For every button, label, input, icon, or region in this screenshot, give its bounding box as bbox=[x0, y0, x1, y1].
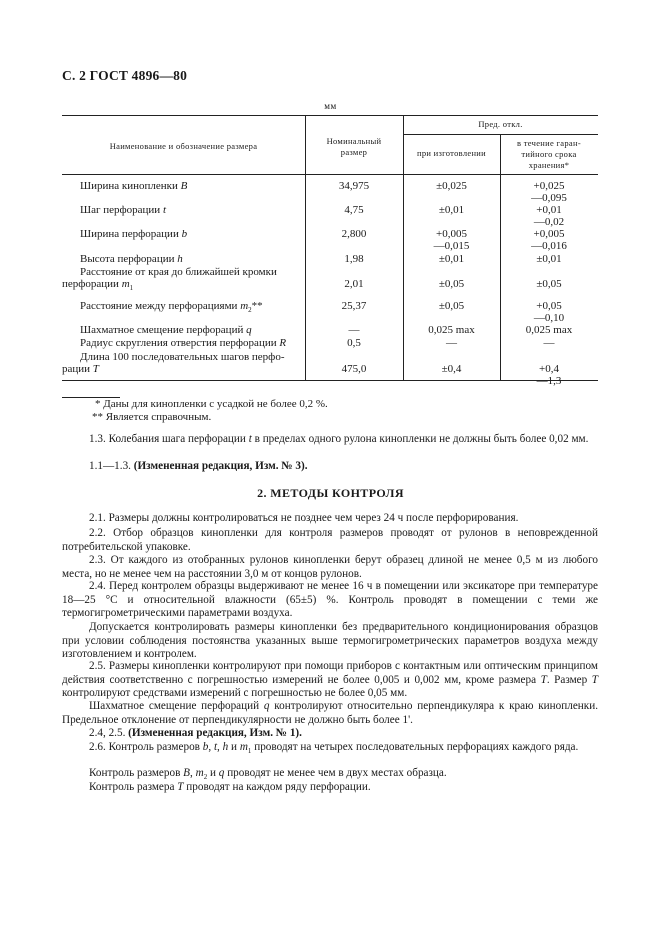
row-nominal: — bbox=[348, 324, 360, 336]
row-manufacture: +0,005 —0,015 bbox=[433, 228, 470, 252]
row-name: Длина 100 последовательных шагов перфо- рации T bbox=[62, 351, 285, 375]
row-name: Шаг перфорации t bbox=[80, 204, 166, 216]
table-header-rule bbox=[62, 174, 598, 175]
para-2-3: 2.3. От каждого из отобранных рулонов кинопленки берут образец длиной не менее 0,5 м из любого места, но не менее чем на расстоянии 3,0 м от концов рулонов. bbox=[62, 554, 598, 580]
row-manufacture: ±0,01 bbox=[438, 253, 465, 265]
row-nominal: 25,37 bbox=[341, 300, 367, 312]
para-2-6-b: Контроль размеров B, $m_2$ и q проводят не менее чем в двух местах образца. bbox=[89, 767, 447, 782]
para-2-5: 2.5. Размеры кинопленки контролируют при помощи приборов с контактным или оптическим принципом действия соответственно с погрешностью измерений не более 0,005 и 0,002 мм, кроме размера T. Размер T контролируют средствами измерений с погрешностью не более 0,05 мм. bbox=[62, 660, 598, 699]
row-manufacture: ±0,05 bbox=[438, 300, 465, 312]
row-nominal: 2,800 bbox=[341, 228, 367, 240]
row-manufacture: ±0,01 bbox=[438, 204, 465, 216]
row-manufacture: 0,025 max bbox=[428, 324, 475, 336]
row-storage: +0,05 —0,10 bbox=[533, 300, 565, 324]
para-1-3: 1.3. Колебания шага перфорации t в пределах одного рулона кинопленки не должны быть более 0,02 мм. bbox=[89, 433, 589, 445]
row-nominal: 1,98 bbox=[344, 253, 364, 265]
row-storage: ±0,01 bbox=[536, 253, 562, 265]
row-nominal: 34,975 bbox=[338, 180, 370, 192]
page-header: С. 2 ГОСТ 4896—80 bbox=[62, 68, 188, 83]
row-name: Радиус скругления отверстия перфорации R bbox=[80, 337, 287, 349]
row-storage: +0,005 —0,016 bbox=[531, 228, 567, 252]
row-name: Шахматное смещение перфораций q bbox=[80, 324, 252, 336]
header-nominal: Номинальный размер bbox=[326, 136, 382, 157]
footnote-2: ** Является справочным. bbox=[92, 411, 212, 423]
para-2-6: 2.6. Контроль размеров b, t, h и $m_1$ проводят на четырех последовательных перфорациях каждого ряда. bbox=[89, 741, 579, 756]
row-manufacture: ±0,05 bbox=[438, 278, 465, 290]
table-top-rule bbox=[62, 115, 598, 116]
header-name: Наименование и обозначение размера bbox=[109, 141, 258, 151]
para-1-3-edit: 1.1—1.3. (Измененная редакция, Изм. № 3). bbox=[89, 460, 308, 472]
row-manufacture: ±0,025 bbox=[436, 180, 467, 192]
para-2-2: 2.2. Отбор образцов кинопленки для контроля размеров проводят от рулонов в неповрежденной потребительской упаковке. bbox=[62, 527, 598, 553]
row-nominal: 4,75 bbox=[344, 204, 364, 216]
row-nominal: 475,0 bbox=[341, 363, 367, 375]
row-manufacture: ±0,4 bbox=[441, 363, 462, 375]
para-2-4: 2.4. Перед контролем образцы выдерживают не менее 16 ч в помещении или эксикаторе при температуре 18—25 °С и относительной влажности (65±5) %. Контроль проводят в помещении с теми же термогигрометрическими параметрами воздуха. bbox=[62, 580, 598, 619]
para-2-5-edit: 2.4, 2.5. (Измененная редакция, Изм. № 1). bbox=[89, 727, 302, 739]
section-title: 2. МЕТОДЫ КОНТРОЛЯ bbox=[257, 486, 404, 500]
row-storage: ±0,05 bbox=[536, 278, 562, 290]
row-nominal: 2,01 bbox=[344, 278, 364, 290]
row-manufacture: — bbox=[446, 337, 457, 349]
para-2-5-b: Шахматное смещение перфораций q контролируют относительно перпендикуляра к краю кинопленки. Предельное отклонение от перпендикулярности не должно быть более 1'. bbox=[62, 700, 598, 726]
footnote-1: * Даны для кинопленки с усадкой не более 0,2 %. bbox=[95, 398, 328, 410]
row-storage: +0,025 —0,095 bbox=[531, 180, 567, 204]
row-name: Высота перфорации h bbox=[80, 253, 183, 265]
row-storage: +0,4 —1,3 bbox=[536, 363, 562, 387]
header-tolerance: Пред. откл. bbox=[478, 119, 523, 129]
row-nominal: 0,5 bbox=[347, 337, 361, 349]
para-2-4-b: Допускается контролировать размеры кинопленки без предварительного кондиционирования образцов при условии соблюдения постоянства указанных выше термогигрометрических параметров воздуха между изготовлением и контролем. bbox=[62, 621, 598, 660]
row-name: Ширина перфорации b bbox=[80, 228, 188, 240]
row-name: Расстояние между перфорациями $m_2**$ bbox=[80, 300, 263, 315]
row-storage: +0,01 —0,02 bbox=[533, 204, 565, 228]
header-manufacture: при изготовлении bbox=[416, 148, 486, 158]
table-unit: мм bbox=[324, 101, 337, 111]
para-2-1: 2.1. Размеры должны контролироваться не позднее чем через 24 ч после перфорирования. bbox=[89, 512, 519, 524]
para-2-6-c: Контроль размера T проводят на каждом ряду перфорации. bbox=[89, 781, 371, 793]
row-name: Ширина кинопленки B bbox=[80, 180, 188, 192]
row-storage: — bbox=[543, 337, 555, 349]
row-name: Расстояние от края до ближайшей кромки перфорации $m_1$ bbox=[62, 266, 277, 293]
row-storage: 0,025 max bbox=[525, 324, 573, 336]
header-storage: в течение гаран- тийного срока хранения* bbox=[517, 138, 581, 170]
